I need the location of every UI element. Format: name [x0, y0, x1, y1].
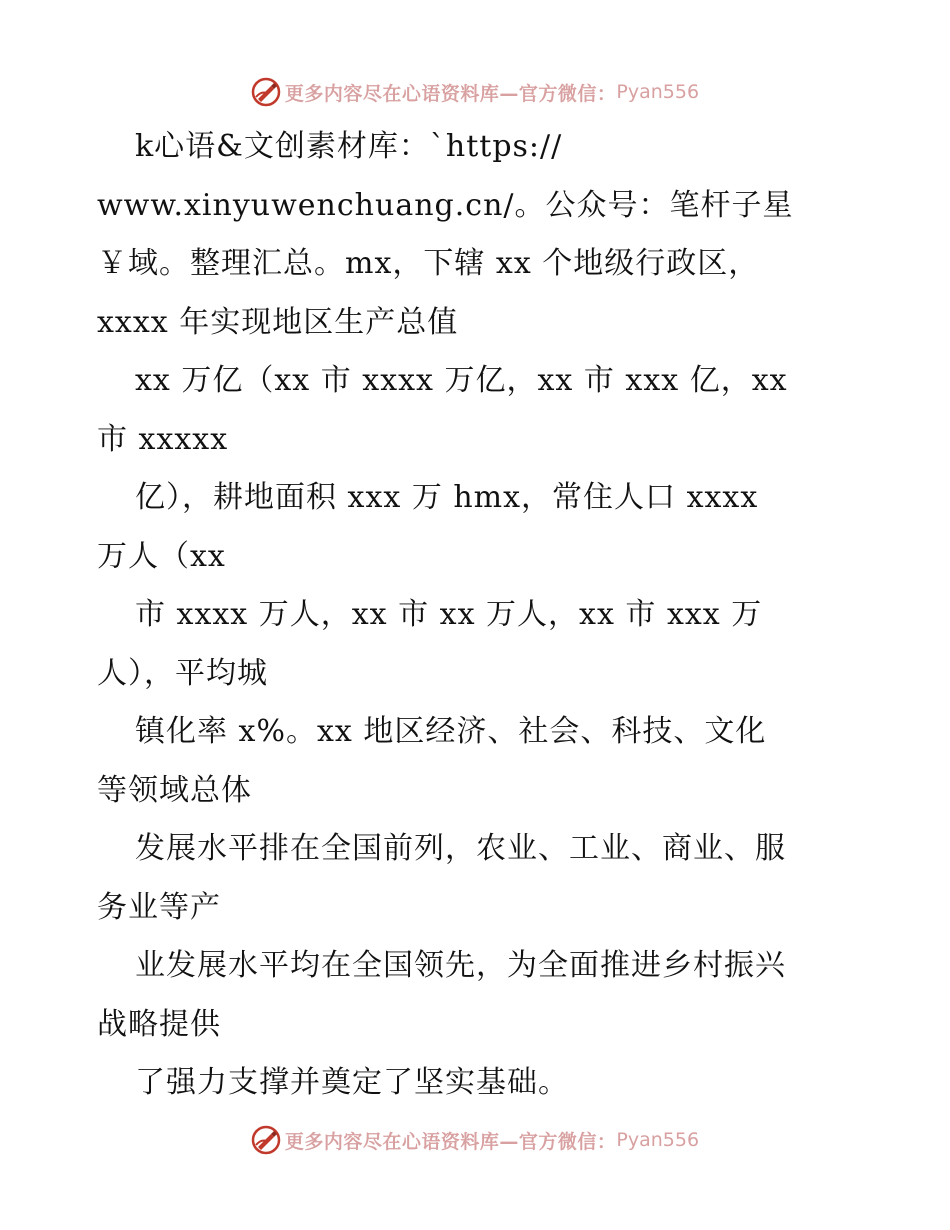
footer-banner	[0, 1120, 950, 1160]
text-line: k心语&文创素材库：`https://	[135, 129, 563, 164]
banner-text: 更多内容尽在心语资料库—官方微信：	[284, 1130, 617, 1153]
header-banner	[0, 72, 950, 112]
text-line: 镇化率 x%。xx 地区经济、社会、科技、文化	[135, 714, 767, 749]
text-line: 业发展水平均在全国领先，为全面推进乡村振兴	[135, 948, 786, 983]
text-line: 人），平均城	[97, 655, 268, 691]
text-line: 了强力支撑并奠定了坚实基础。	[135, 1065, 569, 1100]
text-line: 亿），耕地面积 xxx 万 hmx，常住人口 xxxx	[135, 480, 759, 515]
text-line: 市 xxxx 万人，xx 市 xx 万人，xx 市 xxx 万	[135, 597, 763, 632]
text-line: 发展水平排在全国前列，农业、工业、商业、服	[135, 831, 786, 866]
text-line: 万人（xx	[97, 538, 226, 574]
text-line: 务业等产	[97, 889, 221, 925]
banner-contact: Pyan556	[616, 81, 700, 103]
pen-logo-icon	[251, 1125, 281, 1155]
text-line: xxxx 年实现地区生产总值	[97, 304, 459, 340]
text-line: 战略提供	[97, 1006, 221, 1042]
pen-logo-icon	[251, 77, 281, 107]
text-line: xx 万亿（xx 市 xxxx 万亿，xx 市 xxx 亿，xx	[135, 363, 788, 398]
text-line: 市 xxxxx	[97, 421, 229, 457]
text-line: www.xinyuwenchuang.cn/。公众号：笔杆子星	[97, 187, 794, 223]
text-line: ￥域。整理汇总。mx，下辖 xx 个地级行政区，	[97, 246, 760, 281]
text-line: 等领域总体	[97, 772, 252, 808]
document-body	[97, 118, 877, 1113]
banner-text: 更多内容尽在心语资料库—官方微信：	[284, 82, 617, 105]
banner-contact: Pyan556	[616, 1129, 700, 1151]
